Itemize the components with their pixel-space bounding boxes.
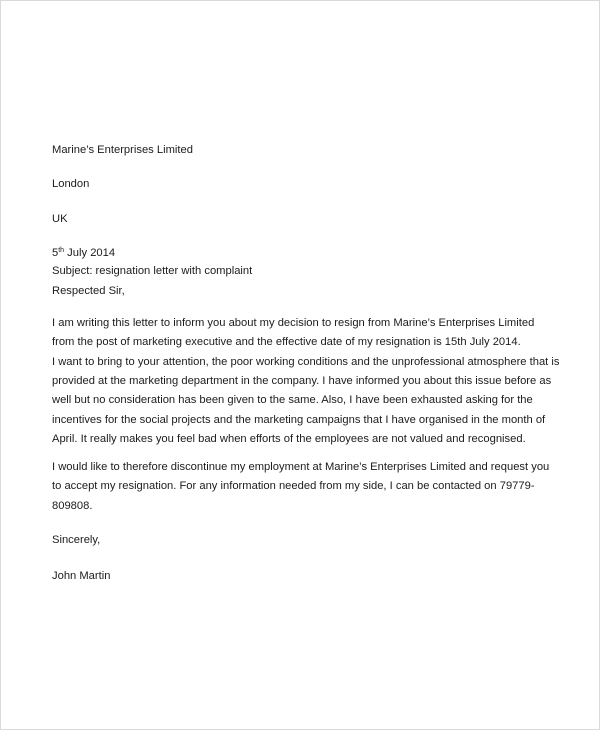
paragraph-line: April. It really makes you feel bad when efforts of the employees are not valued and recognised. [52,433,526,446]
date-day: 5 [52,247,59,259]
subject-line: Subject: resignation letter with complaint [52,265,253,277]
closing: Sincerely, [52,534,101,546]
city: London [52,178,90,190]
body-paragraph-2 [52,458,552,516]
salutation: Respected Sir, [52,285,125,297]
date-month-year: July 2014 [64,247,116,259]
body-paragraph-1 [52,314,560,449]
paragraph-line: incentives for the social projects and the marketing campaigns that I have organised in the month of [52,413,546,426]
paragraph-line: I am writing this letter to inform you about my decision to resign from Marine’s Enterprises Limited [52,317,535,329]
date-suffix: th [58,247,65,254]
paragraph-line: from the post of marketing executive and the effective date of my resignation is 15th July 2014. [52,336,521,349]
letter-date [52,246,115,260]
paragraph-line: well but no consideration has been given to the same. Also, I have been exhausted asking for the [52,394,533,407]
country: UK [52,213,68,225]
company-name: Marine’s Enterprises Limited [52,144,193,156]
paragraph-line: I want to bring to your attention, the poor working conditions and the unprofessional atmosphere that is [52,355,560,368]
paragraph-line: provided at the marketing department in the company. I have informed you about this issue before as [52,375,552,388]
signature-name: John Martin [52,570,111,582]
paragraph-line: 809808. [52,499,93,512]
paragraph-line: I would like to therefore discontinue my employment at Marine’s Enterprises Limited and request you [52,461,550,473]
paragraph-line: to accept my resignation. For any information needed from my side, I can be contacted on 79779- [52,480,535,493]
